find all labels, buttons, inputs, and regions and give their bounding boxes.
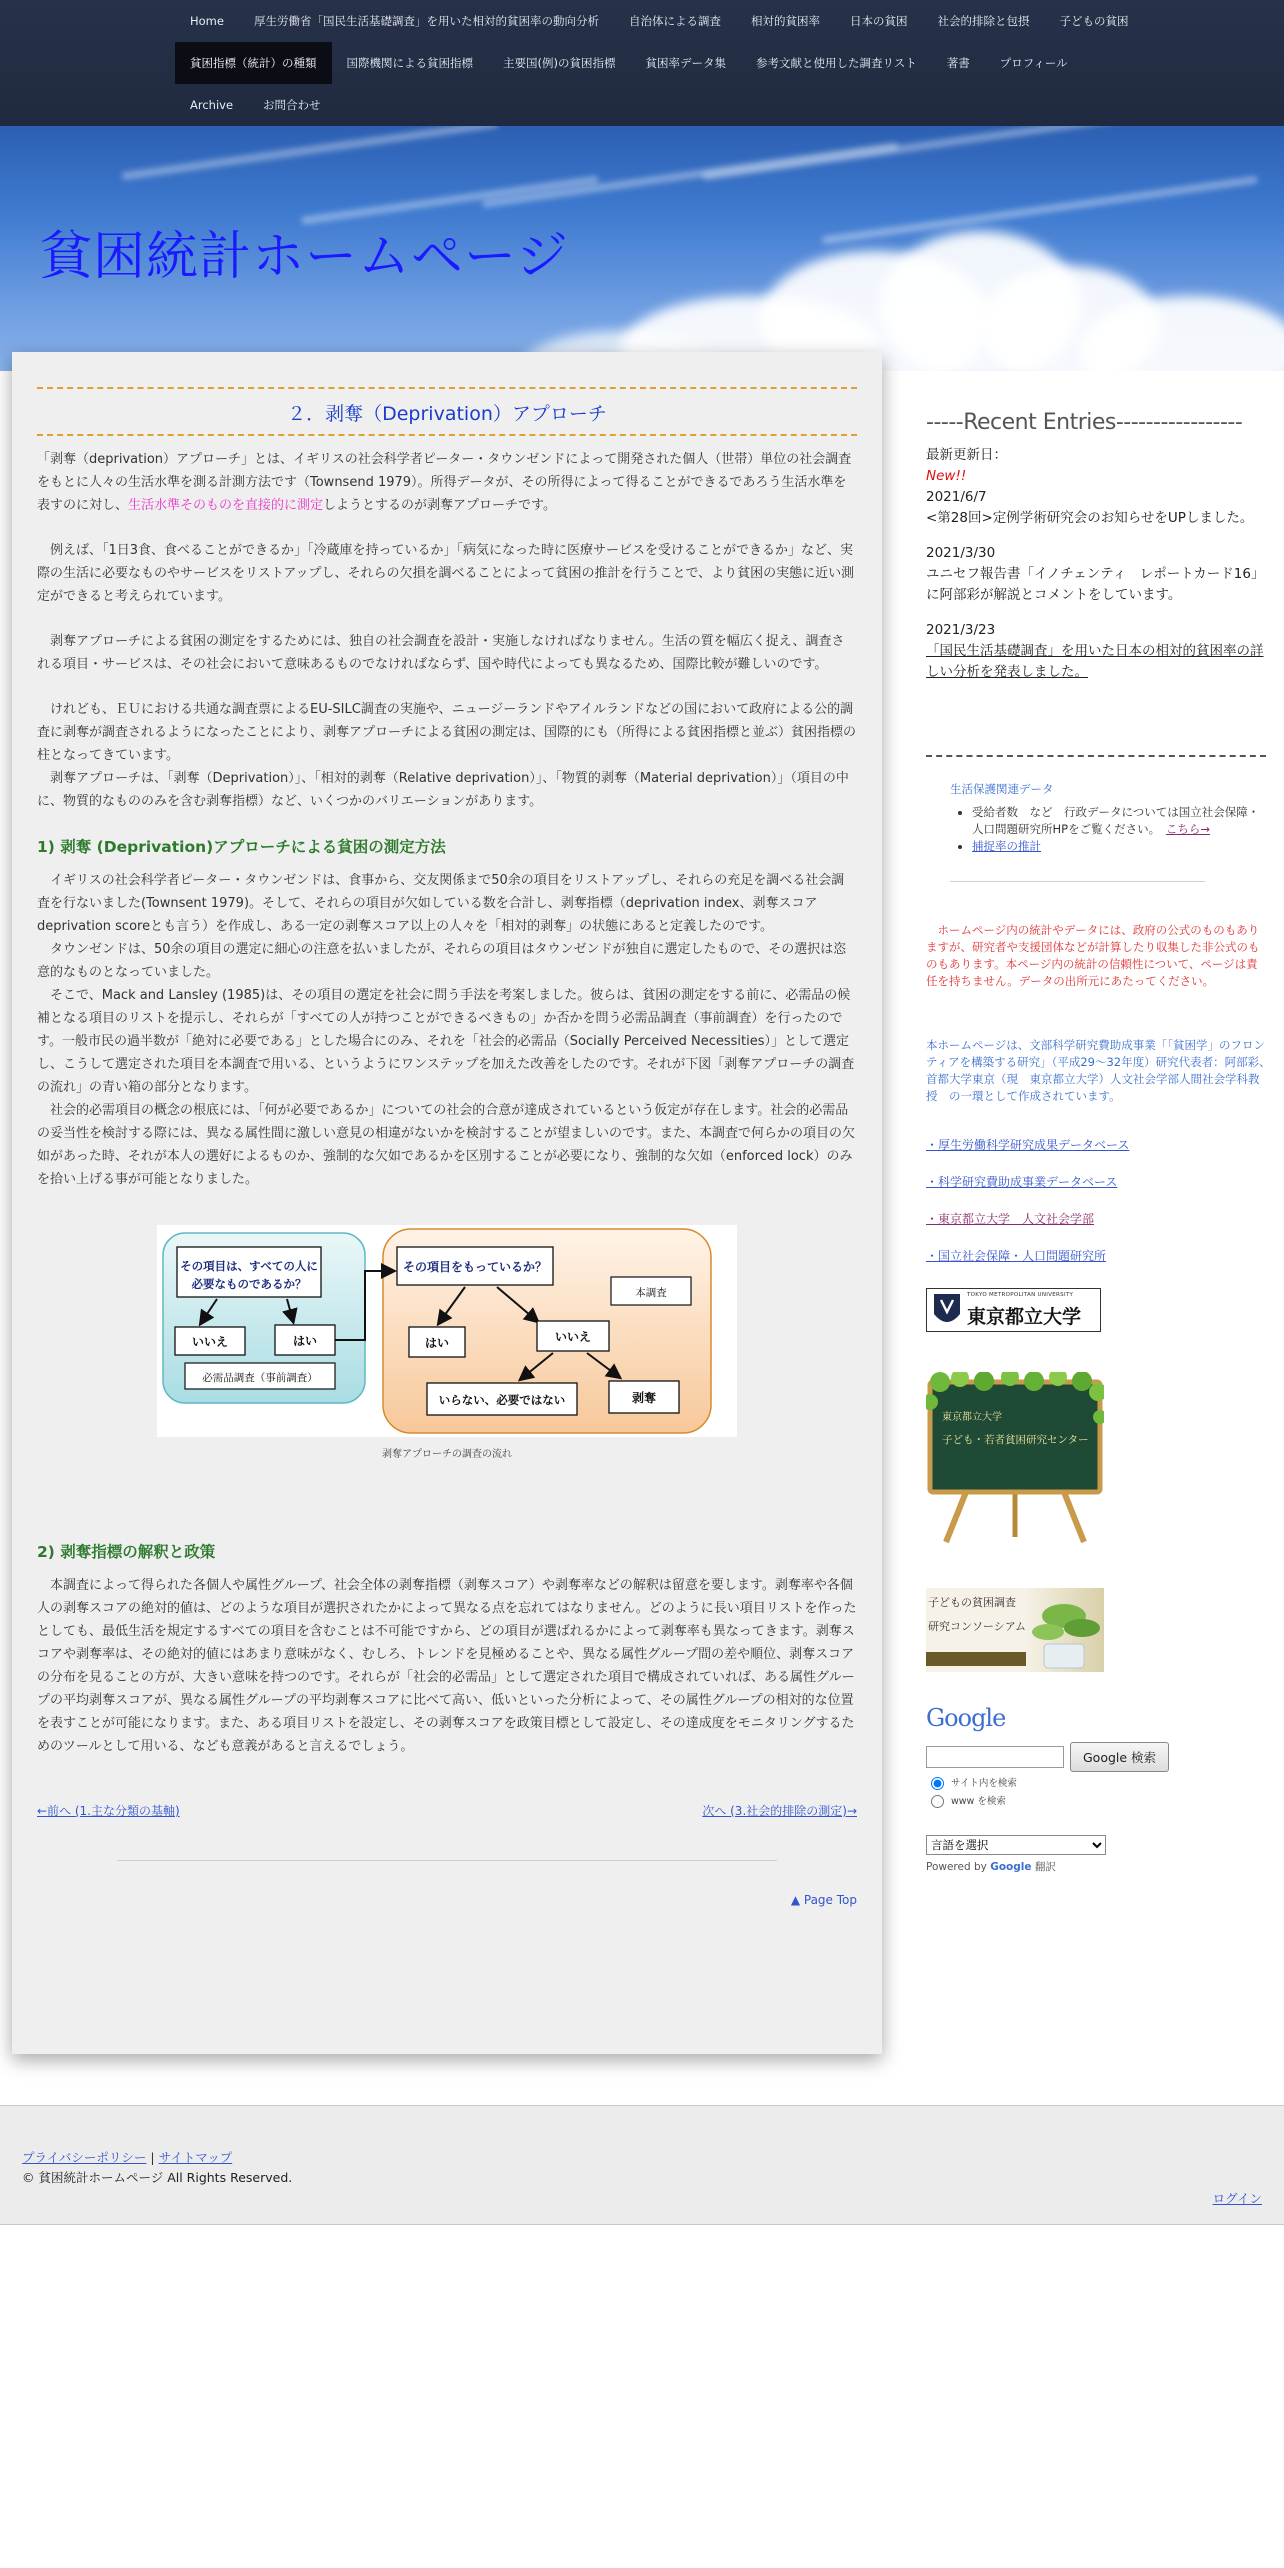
page-top-link[interactable]: ▲ Page Top [790,1893,857,1907]
divider [117,1860,777,1861]
footer: プライバシーポリシー | サイトマップ © 貧困統計ホームページ All Rights Reserved. ログイン [0,2105,1284,2225]
fig-q1-line2: 必要なものであるか？ [191,1277,307,1291]
welfare-data-title: 生活保護関連データ [950,782,1054,796]
nav-row-2 [175,42,1083,84]
recent-entries-heading: -----Recent Entries----------------- [926,410,1243,435]
necessities-paragraph: 社会的必需項目の概念の根底には、「何が必要であるか」についての社会的合意が達成されているという仮定が存在します。社会的必需品の妥当性を検討する際には、異なる属性間に激しい意見の相違がないかを検討することが望ましいのです。また、本調査で何らかの項目の欠如があった時、それが本人の選好によるものか、強制的な欠如であるかを区別することが必要になり、強制的な欠如（enforced lock）のみを拾い上げる事が可能となりました。 [37,1103,855,1187]
funding-text: 本ホームページは、文部科学研究費助成事業「「貧困学」のフロンティアを構築する研究」（平成29～32年度）研究代表者：阿部彩、 首都大学東京（現 東京都立大学）人文社会学部人間社会学科教授 の一環として作成されています。 [926,1037,1277,1103]
google-search-widget: Google Google 検索 サイト内を検索 www を検索 [926,1704,1266,1808]
nav-poverty-data[interactable]: 貧困率データ集 [645,56,726,70]
plant-illustration [1024,1588,1104,1672]
prev-page-link[interactable]: ←前へ (1.主な分類の基軸) [37,1804,180,1818]
nav-archive[interactable]: Archive [190,98,234,112]
fig-q2: その項目をもっているか？ [402,1260,548,1274]
disclaimer-text: ホームページ内の統計やデータには、政府の公式のものもありますが、研究者や支援団体などが計算したり収集した非公式のものもあります。本ページ内の統計の信頼性について、ページは責任を持ちません。データの出所元にあたってください。 [926,922,1260,988]
latest-update-label: 最新更新日： [926,447,1007,463]
fig-main-survey: 本調査 [635,1287,667,1299]
pager [37,1802,857,1826]
example-paragraph: 例えば、「1日3食、食べることができるか」「冷蔵庫を持っているか」「病気になった時に医療サービスを受けることができるか」など、実際の生活に必要なものやサービスをリストアップし、それらの欠損を調べることによって貧困の推計を行うことで、より貧困の実態に近い測定ができると考えられています。 [37,543,855,604]
figure-caption: 剥奪アプローチの調査の流れ [382,1449,512,1460]
nav-contact[interactable]: お問合わせ [263,98,321,112]
nav-indicator-types[interactable]: 貧困指標（統計）の種類 [175,42,332,84]
flow-diagram-svg [157,1225,737,1437]
townsend-selection-paragraph: タウンゼンドは、50余の項目の選定に細心の注意を払いましたが、それらの項目はタウンゼンドが独自に選定したもので、その選択は恣意的なものとなっていました。 [37,942,847,980]
powered-by-google-translate: Powered by Google 翻訳 [926,1861,1056,1873]
site-title[interactable]: 貧困統計ホームページ [40,227,569,287]
google-logo: Google [926,1704,1006,1732]
nav-mhlw-analysis[interactable]: 厚生労働省「国民生活基礎調査」を用いた相対的貧困率の動向分析 [253,14,599,28]
entry-text-2: ユニセフ報告書「イノチェンティ レポートカード16」に阿部彩が解説とコメントをしています。 [926,566,1265,603]
nav-books[interactable]: 著書 [946,56,970,70]
fig-not-needed: いらない、必要ではない [438,1393,566,1407]
welfare-here-link[interactable]: こちら→ [1165,822,1210,836]
nav-row-3 [175,84,336,126]
entry-date-3: 2021/3/23 [926,622,996,638]
nav-country-indicators[interactable]: 主要国(例)の貧困指標 [503,56,616,70]
survey-paragraph: 剥奪アプローチによる貧困の測定をするためには、独自の社会調査を設計・実施しなければなりません。生活の質を幅広く捉え、調査される項目・サービスは、その社会において意味あるものでなければならず、国や時代によっても異なるため、国際比較が難しいのです。 [37,634,845,672]
new-badge: New!! [926,468,967,484]
tmu-emblem-icon [932,1292,962,1330]
child-poverty-center-banner[interactable]: 東京都立大学 子ども・若者貧困研究センター [926,1372,1104,1544]
sidebar [926,410,1277,1874]
fig-yes-2: はい [424,1336,450,1350]
deprivation-flow-diagram [157,1225,737,1437]
ipss-link[interactable]: ・国立社会保障・人口問題研究所 [926,1249,1107,1263]
tmu-humanities-link[interactable]: ・東京都立大学 人文社会学部 [926,1212,1095,1226]
copyright-text: © 貧困統計ホームページ All Rights Reserved. [22,2170,293,2185]
header-banner [0,126,1284,371]
tmu-logo[interactable]: TOKYO METROPOLITAN UNIVERSITY 東京都立大学 [926,1288,1101,1332]
nav-child-poverty[interactable]: 子どもの貧困 [1059,14,1129,28]
sidebar-separator [926,755,1266,757]
eu-silc-paragraph: けれども、ＥＵにおける共通な調査票によるEU-SILC調査の実施や、ニュージーランドやアイルランドなどの国において政府による公的調査に剥奪が調査されるようになったことにより、剥奪アプローチによる貧困の測定は、国際的にも（所得による貧困指標と並ぶ）貧困指標の柱となってきています。 [37,702,857,763]
entry-date-1: 2021/6/7 [926,489,987,505]
highlight-text: 生活水準そのものを直接的に測定 [128,498,324,513]
fig-no-1: いいえ [191,1335,229,1349]
mack-lansley-paragraph: そこで、Mack and Lansley (1985)は、その項目の選定を社会に問う手法を考案しました。彼らは、貧困の測定をする前に、必需品の候補となる項目のリストを提示し、それらが「すべての人が持つことができるべきもの」か否かを問う必需品調査（事前調査）を行ったのです。一般市民の過半数が「絶対に必要である」とした場合にのみ、それを「社会的必需品（Socially Perceived Necessities）」として選定し、こうして選定された項目を本調査で用いる、というようにワンステップを加えた改善をしたのです。それが下図「剥奪アプローチの調査の流れ」の青い箱の部分となります。 [37,988,855,1095]
child-poverty-consortium-banner[interactable]: 子どもの貧困調査 研究コンソーシアム [926,1588,1104,1672]
fig-no-2: いいえ [554,1330,592,1344]
welfare-data-list [950,804,1266,855]
fig-q1-line1: その項目は、すべての人に [180,1259,318,1273]
google-search-input[interactable] [926,1746,1064,1768]
section-1-heading: 1) 剥奪 (Deprivation)アプローチによる貧困の測定方法 [37,838,446,856]
blackboard-illustration [926,1372,1104,1544]
variations-paragraph: 剥奪アプローチは、「剥奪（Deprivation）」、「相対的剥奪（Relative deprivation）」、「物質的剥奪（Material deprivation）」（項目の中に、物質的なもののみを含む剥奪指標）など、いくつかのバリエーションがあります。 [37,771,849,809]
nav-relative-poverty[interactable]: 相対的貧困率 [750,14,820,28]
welfare-item-1: • 受給者数 など 行政データについては国立社会保障・人口問題研究所HPをご覧ください。 こちら→ [972,804,1266,838]
nav-municipal-survey[interactable]: 自治体による調査 [628,14,721,28]
interpretation-paragraph: 本調査によって得られた各個人や属性グループ、社会全体の剥奪指標（剥奪スコア）や剥奪率などの解釈は留意を要します。剥奪率や各個人の剥奪スコアの絶対的値は、どのような項目が選択されたかによって異なる点を忘れてはなりません。どのように長い項目リストを作ったとしても、最低生活を規定するすべての項目を含むことは不可能ですから、どの項目が選ばれるかによって剥奪率も異なってきます。剥奪スコアや剥奪率は、その絶対的値にはあまり意味がなく、むしろ、トレンドを見極めることや、異なる属性グループ間の差や順位、剥奪スコアの分布を見ることの方が、大きい意味を持つのです。それらが「社会的必需品」として選定された項目で構成されていれば、ある属性グループの平均剥奪スコアが、異なる属性グループの平均剥奪スコアに比べて高い、低いといった分析によって、その属性グループの相対的な位置を表すことが可能になります。また、ある項目リストを設定し、その剥奪スコアを政策目標として設定し、その達成度をモニタリングするためのツールとして用いる、なども意義があると言えるでしょう。 [37,1578,857,1754]
sitemap-link[interactable]: サイトマップ [158,2150,233,2165]
townsend-paragraph: イギリスの社会科学者ピーター・タウンゼンドは、食事から、交友関係まで50余の項目をリストアップし、それらの充足を調べる社会調査を行ないました(Townsent 1979)。そして、それらの項目が欠如している数を合計し、剥奪指標（deprivation index、剥奪スコアdeprivation scoreとも言う）を作成し、ある一定の剥奪スコア以上の人々を「相対的剥奪」の状態にあると定義したのです。 [37,873,845,934]
nav-japan-poverty[interactable]: 日本の貧困 [849,14,908,28]
privacy-policy-link[interactable]: プライバシーポリシー [22,2150,147,2165]
language-select[interactable] [926,1835,1106,1855]
nav-row-1 [175,0,1143,42]
nav-profile[interactable]: プロフィール [999,56,1068,70]
entry-text-1: <第28回>定例学術研究会のお知らせをUPしました。 [926,510,1254,526]
article-title: ２．剥奪（Deprivation）アプローチ [37,387,857,436]
mhlw-database-link[interactable]: ・厚生労働科学研究成果データベース [926,1138,1130,1152]
fig-deprived: 剥奪 [631,1391,657,1405]
fig-yes-1: はい [292,1334,318,1348]
entry-date-2: 2021/3/30 [926,545,996,561]
kaken-database-link[interactable]: ・科学研究費助成事業データベース [926,1175,1118,1189]
nav-social-exclusion[interactable]: 社会的排除と包摂 [937,14,1030,28]
top-navigation [0,0,1284,126]
nav-references[interactable]: 参考文献と使用した調査リスト [755,56,917,70]
welfare-item-2 [972,838,1266,855]
intro-paragraph: 「剥奪（deprivation）アプローチ」とは、イギリスの社会科学者ピーター・タウンゼンドによって開発された個人（世帯）単位の社会調査をもとに人々の生活水準を測る計測方法です（Townsend 1979）。所得データが、その所得によって得ることができるであろう生活水準を表すのに対し、生活水準そのものを直接的に測定しようとするのが剥奪アプローチです。 [37,452,852,513]
next-page-link[interactable]: 次へ (3.社会的排除の測定)→ [702,1804,857,1818]
google-search-button[interactable]: Google 検索 [1070,1742,1169,1772]
section-2-heading: 2) 剥奪指標の解釈と政策 [37,1543,216,1561]
entry-link-3[interactable]: 「国民生活基礎調査」を用いた日本の相対的貧困率の詳しい分析を発表しました。 [926,643,1264,680]
article [37,387,857,1907]
nav-intl-indicators[interactable]: 国際機関による貧困指標 [346,56,473,70]
nav-home[interactable]: Home [190,14,224,28]
search-www-radio[interactable] [931,1795,944,1808]
main-content-card [12,352,882,2054]
capture-rate-link[interactable]: 捕捉率の推計 [972,839,1041,853]
search-site-radio[interactable] [931,1777,944,1790]
login-link[interactable]: ログイン [1212,2191,1262,2206]
fig-pre-survey: 必需品調査（事前調査） [202,1372,318,1384]
